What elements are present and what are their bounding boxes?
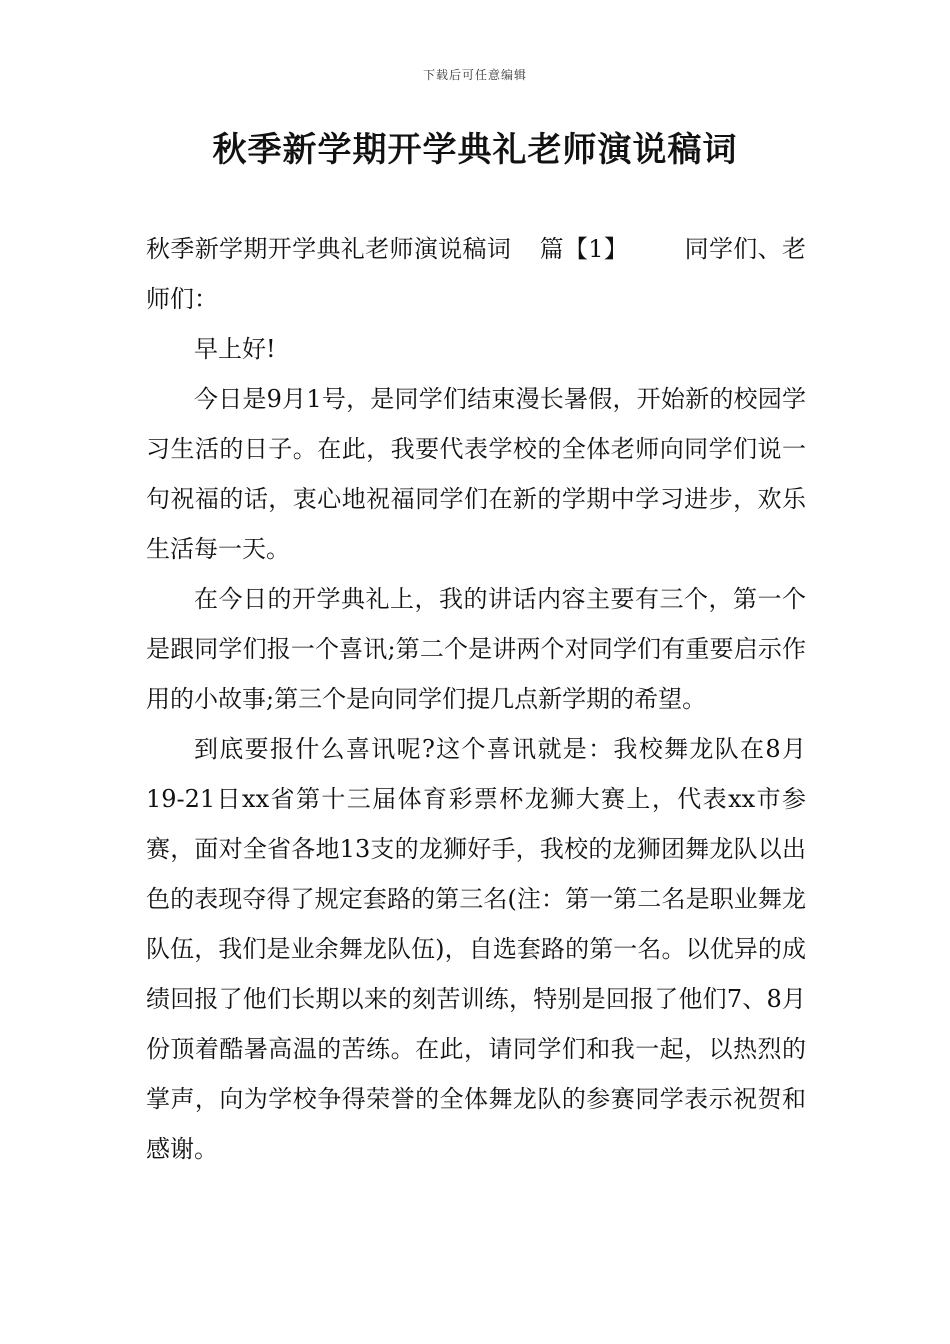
document-title: 秋季新学期开学典礼老师演说稿词 xyxy=(212,130,738,170)
intro-heading: 秋季新学期开学典礼老师演说稿词 xyxy=(146,235,512,263)
paragraph-opening: 今日是9月1号，是同学们结束漫长暑假，开始新的校园学习生活的日子。在此，我要代表学校的全体老师向同学们说一句祝福的话，衷心地祝福同学们在新的学期中学习进步，欢乐生活每一天。 xyxy=(146,385,806,563)
intro-section: 篇【1】 xyxy=(539,235,629,263)
paragraph-good-news: 到底要报什么喜讯呢?这个喜讯就是：我校舞龙队在8月19-21日xx省第十三届体育彩票杯龙狮大赛上，代表xx市参赛，面对全省各地13支的龙狮好手，我校的龙狮团舞龙队以出色的表现夺得了规定套路的第三名(注：第一第二名是职业舞龙队伍，我们是业余舞龙队伍)，自选套路的第一名。以优异的成绩回报了他们长期以来的刻苦训练，特别是回报了他们7、8月份顶着酷暑高温的苦练。在此，请同学们和我一起，以热烈的掌声，向为学校争得荣誉的全体舞龙队的参赛同学表示祝贺和感谢。 xyxy=(146,735,806,1163)
intro-greeting: 同学们、老师们： xyxy=(146,235,806,313)
paragraph-greeting: 早上好! xyxy=(194,335,276,363)
page-header-note: 下载后可任意编辑 xyxy=(422,68,527,82)
intro-paragraph xyxy=(146,224,806,324)
paragraph-outline: 在今日的开学典礼上，我的讲话内容主要有三个，第一个是跟同学们报一个喜讯;第二个是讲两个对同学们有重要启示作用的小故事;第三个是向同学们提几点新学期的希望。 xyxy=(146,585,806,713)
document-body xyxy=(146,224,806,1174)
